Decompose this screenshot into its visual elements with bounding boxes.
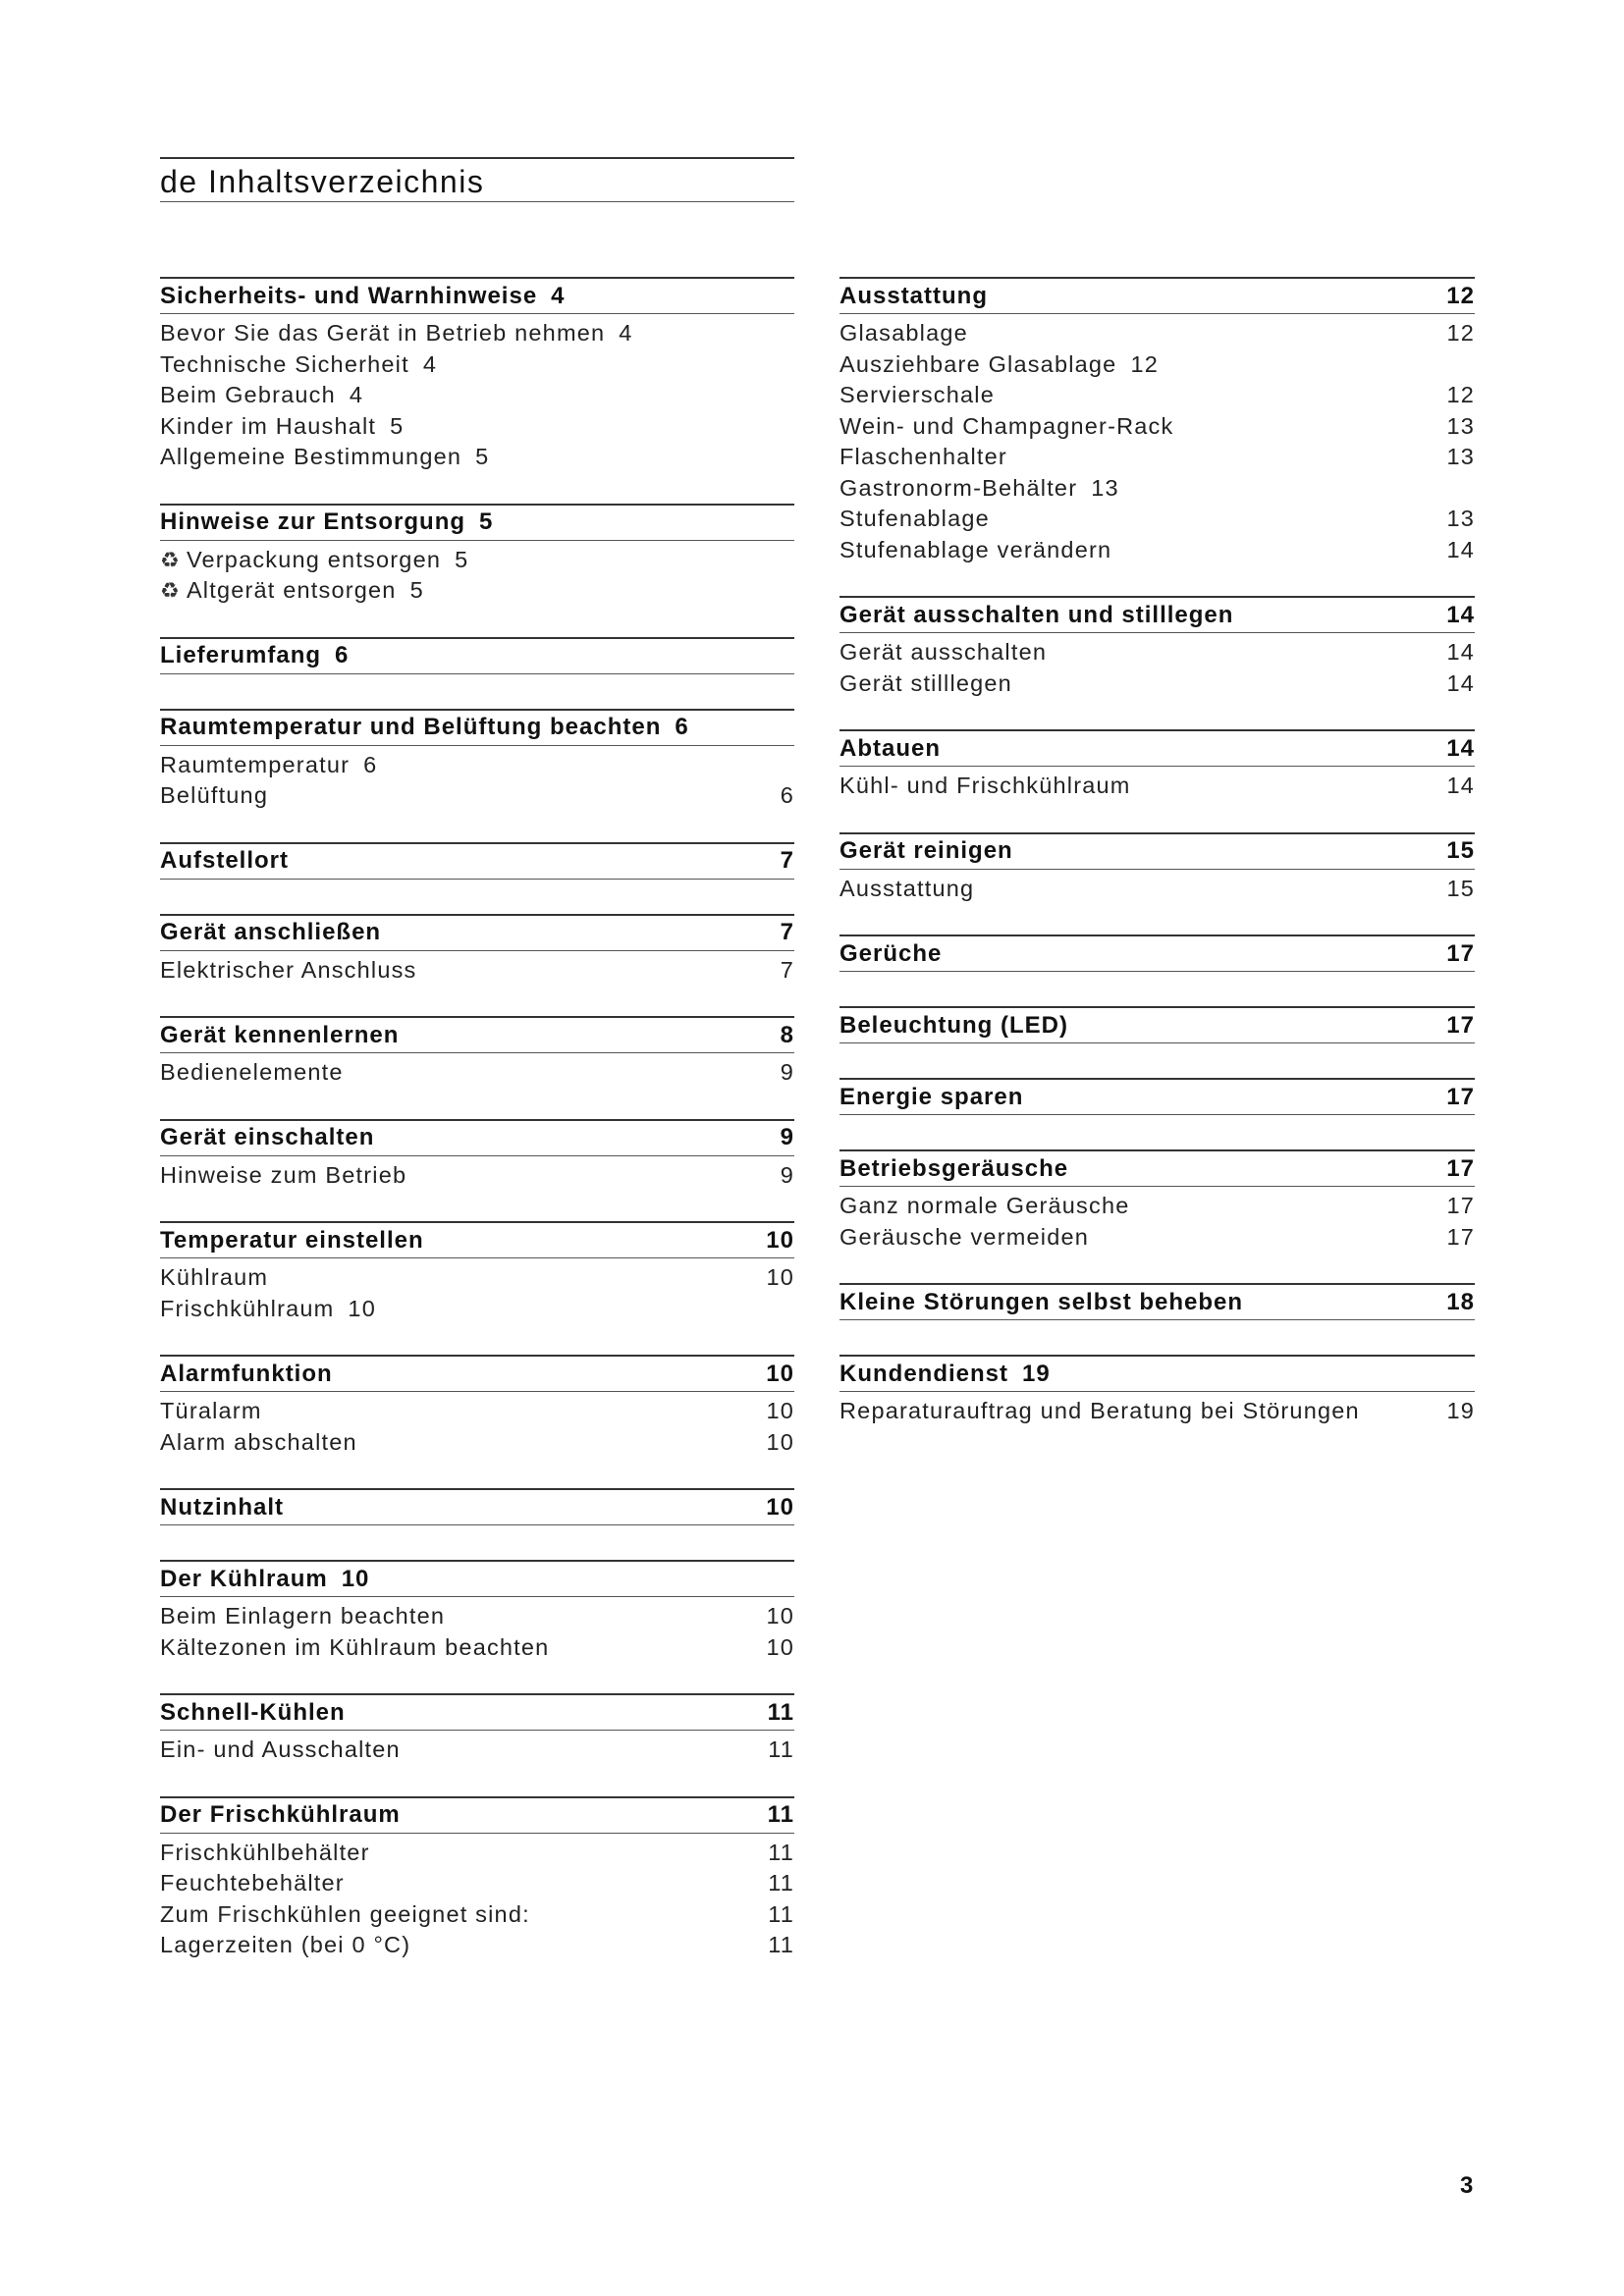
toc-entry[interactable]	[160, 442, 794, 473]
toc-section	[160, 277, 794, 473]
toc-entry[interactable]	[160, 545, 794, 576]
toc-entry[interactable]	[160, 1632, 794, 1664]
entry-label: Bevor Sie das Gerät in Betrieb nehmen 4	[160, 320, 633, 347]
entry-label: Wein- und Champagner-Rack	[839, 412, 1174, 439]
section-page-number: 14	[1446, 734, 1475, 762]
toc-entry[interactable]	[160, 1930, 794, 1961]
section-title: Gerät ausschalten und stilllegen	[839, 601, 1234, 628]
section-inline-page: 6	[335, 642, 350, 668]
entry-page-number: 11	[768, 1870, 794, 1896]
section-page-number: 11	[767, 1698, 794, 1726]
toc-entry[interactable]	[839, 504, 1475, 535]
entry-label: Gastronorm-Behälter 13	[839, 474, 1119, 501]
toc-entries	[839, 314, 1475, 565]
toc-entries	[839, 1187, 1475, 1253]
toc-entry[interactable]	[160, 750, 794, 781]
toc-entry[interactable]	[839, 473, 1475, 505]
section-title: Beleuchtung (LED)	[839, 1011, 1068, 1039]
toc-section	[839, 277, 1475, 565]
toc-entries	[160, 1053, 794, 1089]
entry-label: Servierschale	[839, 382, 995, 408]
toc-section-heading[interactable]	[839, 277, 1475, 314]
toc-section-heading[interactable]	[839, 1283, 1475, 1320]
entry-label: Feuchtebehälter	[160, 1870, 345, 1896]
entry-label: Stufenablage verändern	[839, 536, 1112, 562]
section-page-number: 10	[766, 1360, 794, 1387]
toc-entries	[160, 1258, 794, 1324]
entry-page-number: 17	[1446, 1223, 1475, 1250]
entry-page-number: 17	[1446, 1193, 1475, 1219]
entry-page-number: 11	[768, 1932, 794, 1958]
toc-entry[interactable]	[160, 1294, 794, 1325]
toc-section-heading[interactable]	[160, 504, 794, 541]
toc-entry[interactable]	[160, 575, 794, 607]
toc-entry[interactable]	[839, 318, 1475, 349]
section-title: Der Frischkühlraum	[160, 1801, 401, 1828]
toc-entries	[160, 746, 794, 812]
section-page-number: 12	[1446, 282, 1475, 309]
section-page-number: 17	[1446, 1011, 1475, 1039]
entry-label: Stufenablage	[839, 506, 990, 532]
toc-entry[interactable]	[160, 780, 794, 812]
section-inline-page: 10	[341, 1565, 370, 1592]
toc-section-heading[interactable]	[839, 596, 1475, 633]
toc-entry[interactable]	[160, 1601, 794, 1632]
section-page-number: 9	[780, 1124, 794, 1150]
entry-label: Kühl- und Frischkühlraum	[839, 773, 1131, 799]
toc-entries	[160, 1597, 794, 1663]
section-title: Gerät kennenlernen	[160, 1021, 400, 1048]
section-title: Alarmfunktion	[160, 1360, 333, 1387]
entry-label: Beim Gebrauch 4	[160, 382, 364, 408]
section-inline-page: 6	[675, 714, 689, 740]
section-title: Der Kühlraum 10	[160, 1565, 370, 1592]
section-title: Temperatur einstellen	[160, 1226, 424, 1254]
toc-section-heading[interactable]	[160, 1488, 794, 1525]
toc-section	[839, 1355, 1475, 1427]
entry-page-number: 10	[766, 1398, 794, 1424]
toc-entry[interactable]	[839, 874, 1475, 905]
entry-inline-page: 13	[1091, 474, 1119, 501]
entry-label: Bedienelemente	[160, 1059, 344, 1086]
section-page-number: 7	[780, 919, 794, 945]
entry-page-number: 10	[766, 1603, 794, 1629]
section-title: Kleine Störungen selbst beheben	[839, 1288, 1244, 1315]
entry-label: Elektrischer Anschluss	[160, 956, 417, 983]
section-title: Hinweise zur Entsorgung 5	[160, 508, 494, 535]
toc-entries	[160, 541, 794, 607]
toc-entry[interactable]	[160, 1427, 794, 1459]
entry-inline-page: 5	[455, 546, 469, 572]
entry-page-number: 11	[768, 1839, 794, 1865]
toc-entries	[160, 674, 794, 678]
toc-section-heading[interactable]	[160, 1560, 794, 1597]
entry-label: Technische Sicherheit 4	[160, 350, 438, 377]
recycle-icon: ♻	[160, 547, 181, 572]
toc-section-heading[interactable]	[160, 637, 794, 674]
toc-entry[interactable]	[839, 1222, 1475, 1254]
toc-section-heading[interactable]	[839, 1149, 1475, 1187]
entry-label: Raumtemperatur 6	[160, 751, 378, 777]
toc-section	[839, 1006, 1475, 1047]
entry-page-number: 14	[1446, 639, 1475, 666]
toc-section-heading[interactable]	[839, 1006, 1475, 1043]
entry-inline-page: 10	[348, 1295, 376, 1321]
toc-section-heading[interactable]	[160, 277, 794, 314]
toc-section	[839, 1078, 1475, 1119]
toc-section	[160, 1221, 794, 1324]
entry-label: Frischkühlbehälter	[160, 1839, 370, 1865]
toc-entries	[160, 1834, 794, 1961]
entry-inline-page: 5	[390, 412, 405, 439]
section-title: Ausstattung	[839, 282, 988, 309]
entry-label: Glasablage	[839, 320, 968, 347]
toc-entry[interactable]	[160, 349, 794, 381]
toc-entry[interactable]	[839, 411, 1475, 443]
entry-label: Belüftung	[160, 782, 269, 809]
section-page-number: 14	[1446, 601, 1475, 628]
entry-page-number: 9	[780, 1059, 794, 1086]
section-title: Schnell-Kühlen	[160, 1698, 346, 1726]
section-title: Betriebsgeräusche	[839, 1154, 1069, 1182]
toc-section-heading[interactable]	[160, 1693, 794, 1731]
toc-section	[160, 1560, 794, 1663]
section-page-number: 15	[1446, 837, 1475, 864]
section-title: Gerät anschließen	[160, 919, 382, 945]
toc-section-heading[interactable]	[160, 914, 794, 951]
section-title: Gerüche	[839, 939, 943, 967]
toc-entry[interactable]	[839, 771, 1475, 802]
toc-entry[interactable]	[839, 442, 1475, 473]
toc-entry[interactable]	[160, 380, 794, 411]
toc-entries	[839, 1115, 1475, 1119]
toc-section	[160, 1488, 794, 1529]
section-page-number: 18	[1446, 1288, 1475, 1315]
section-page-number: 7	[780, 847, 794, 874]
section-inline-page: 5	[479, 508, 494, 535]
entry-page-number: 10	[766, 1633, 794, 1660]
entry-inline-page: 5	[475, 444, 490, 470]
section-inline-page: 19	[1022, 1360, 1051, 1387]
section-page-number: 17	[1446, 1154, 1475, 1182]
toc-entry[interactable]	[160, 1057, 794, 1089]
toc-section	[839, 729, 1475, 802]
section-title: Kundendienst 19	[839, 1360, 1051, 1387]
toc-section	[839, 934, 1475, 976]
toc-section	[160, 637, 794, 678]
entry-page-number: 12	[1446, 382, 1475, 408]
toc-entries	[839, 1043, 1475, 1047]
toc-section-heading[interactable]	[160, 842, 794, 880]
section-title: Nutzinhalt	[160, 1493, 284, 1521]
toc-right-column	[839, 277, 1475, 1458]
entry-inline-page: 12	[1130, 350, 1160, 377]
toc-section-heading[interactable]	[160, 1016, 794, 1053]
toc-section	[839, 1149, 1475, 1253]
entry-page-number: 13	[1446, 506, 1475, 532]
entry-page-number: 12	[1446, 320, 1475, 347]
toc-entries	[839, 767, 1475, 802]
entry-page-number: 11	[768, 1736, 794, 1763]
entry-page-number: 7	[780, 956, 794, 983]
entry-inline-page: 6	[363, 751, 378, 777]
entry-page-number: 14	[1446, 536, 1475, 562]
toc-section-heading[interactable]	[839, 1078, 1475, 1115]
toc-entry[interactable]	[839, 668, 1475, 700]
toc-entries	[160, 314, 794, 473]
entry-page-number: 6	[780, 782, 794, 809]
toc-section-heading[interactable]	[160, 1221, 794, 1258]
entry-label: Ausziehbare Glasablage 12	[839, 350, 1160, 377]
toc-entry[interactable]	[839, 1191, 1475, 1222]
toc-entry[interactable]	[839, 349, 1475, 381]
section-title: Sicherheits- und Warnhinweise 4	[160, 282, 566, 309]
toc-entry[interactable]	[160, 955, 794, 987]
toc-entries	[160, 880, 794, 883]
toc-entry[interactable]	[160, 1396, 794, 1427]
section-title: Aufstellort	[160, 847, 289, 874]
entry-inline-page: 4	[422, 350, 438, 377]
entry-page-number: 19	[1446, 1398, 1475, 1424]
toc-entries	[839, 972, 1475, 976]
section-title: Gerät reinigen	[839, 837, 1013, 864]
toc-section	[160, 1693, 794, 1766]
toc-entry[interactable]	[839, 637, 1475, 668]
toc-section-heading[interactable]	[160, 1119, 794, 1156]
entry-label: Flaschenhalter	[839, 444, 1007, 470]
entry-label: Hinweise zum Betrieb	[160, 1161, 407, 1188]
entry-label: Ein- und Ausschalten	[160, 1736, 401, 1763]
entry-label: Beim Einlagern beachten	[160, 1603, 446, 1629]
section-page-number: 17	[1446, 1083, 1475, 1110]
toc-entry[interactable]	[160, 1160, 794, 1192]
section-page-number: 17	[1446, 939, 1475, 967]
entry-label: Geräusche vermeiden	[839, 1223, 1090, 1250]
entry-label: Zum Frischkühlen geeignet sind:	[160, 1900, 530, 1927]
entry-page-number: 14	[1446, 773, 1475, 799]
toc-entries	[160, 1731, 794, 1766]
entry-label: Reparaturauftrag und Beratung bei Störungen	[839, 1398, 1360, 1424]
page-title: de Inhaltsverzeichnis	[160, 164, 485, 199]
entry-page-number: 15	[1446, 875, 1475, 901]
entry-page-number: 10	[766, 1264, 794, 1291]
toc-entry[interactable]	[160, 1838, 794, 1869]
entry-label: Kältezonen im Kühlraum beachten	[160, 1633, 550, 1660]
toc-entry[interactable]	[160, 1262, 794, 1294]
toc-section	[839, 1283, 1475, 1324]
toc-section-heading[interactable]	[160, 1355, 794, 1392]
section-title: Energie sparen	[839, 1083, 1024, 1110]
toc-section-heading[interactable]	[160, 709, 794, 746]
toc-entry[interactable]	[839, 1396, 1475, 1427]
toc-header	[160, 157, 794, 202]
toc-section	[160, 842, 794, 883]
toc-entries	[160, 1392, 794, 1458]
entry-label: ♻ Verpackung entsorgen 5	[160, 546, 469, 572]
section-title: Lieferumfang 6	[160, 642, 350, 668]
toc-section	[839, 596, 1475, 699]
entry-label: Gerät ausschalten	[839, 639, 1048, 666]
entry-label: Ganz normale Geräusche	[839, 1193, 1130, 1219]
page-number: 3	[1460, 2172, 1474, 2199]
toc-section	[160, 709, 794, 812]
toc-entries	[839, 633, 1475, 699]
toc-left-column	[160, 277, 794, 1992]
toc-entries	[839, 1320, 1475, 1324]
entry-label: Kinder im Haushalt 5	[160, 412, 405, 439]
toc-entry[interactable]	[160, 1868, 794, 1899]
section-title: Raumtemperatur und Belüftung beachten 6	[160, 714, 689, 740]
toc-section-heading[interactable]	[160, 1796, 794, 1834]
entry-inline-page: 5	[409, 577, 424, 604]
toc-section	[160, 1796, 794, 1961]
entry-page-number: 10	[766, 1428, 794, 1455]
toc-section	[160, 1119, 794, 1192]
toc-section-heading[interactable]	[839, 1355, 1475, 1392]
entry-label: Frischkühlraum 10	[160, 1295, 376, 1321]
entry-label: Allgemeine Bestimmungen 5	[160, 444, 490, 470]
entry-page-number: 9	[780, 1161, 794, 1188]
entry-inline-page: 4	[619, 320, 633, 347]
recycle-icon: ♻	[160, 578, 181, 604]
toc-entries	[839, 870, 1475, 905]
toc-entries	[839, 1392, 1475, 1427]
entry-label: Gerät stilllegen	[839, 669, 1012, 696]
section-title: Abtauen	[839, 734, 941, 762]
toc-section	[160, 914, 794, 987]
entry-label: Kühlraum	[160, 1264, 269, 1291]
toc-entry[interactable]	[839, 380, 1475, 411]
toc-section-heading[interactable]	[839, 934, 1475, 972]
toc-entries	[160, 951, 794, 987]
section-page-number: 11	[767, 1801, 794, 1828]
toc-section-heading[interactable]	[839, 729, 1475, 767]
toc-entry[interactable]	[160, 1735, 794, 1766]
toc-section-heading[interactable]	[839, 832, 1475, 870]
entry-label: Lagerzeiten (bei 0 °C)	[160, 1932, 411, 1958]
section-page-number: 8	[780, 1021, 794, 1048]
toc-section	[160, 504, 794, 607]
toc-section	[160, 1355, 794, 1458]
toc-section	[839, 832, 1475, 905]
toc-section	[160, 1016, 794, 1089]
section-title: Gerät einschalten	[160, 1124, 375, 1150]
section-page-number: 10	[766, 1226, 794, 1254]
entry-label: Ausstattung	[839, 875, 975, 901]
entry-label: ♻ Altgerät entsorgen 5	[160, 577, 424, 604]
toc-entries	[160, 1156, 794, 1192]
toc-entry[interactable]	[160, 411, 794, 443]
entry-page-number: 13	[1446, 444, 1475, 470]
entry-label: Alarm abschalten	[160, 1428, 357, 1455]
entry-label: Türalarm	[160, 1398, 262, 1424]
section-page-number: 10	[766, 1493, 794, 1521]
section-inline-page: 4	[551, 282, 566, 309]
toc-entry[interactable]	[160, 1899, 794, 1931]
entry-page-number: 11	[768, 1900, 794, 1927]
entry-page-number: 13	[1446, 412, 1475, 439]
toc-entry[interactable]	[160, 318, 794, 349]
entry-inline-page: 4	[349, 382, 364, 408]
toc-entry[interactable]	[839, 535, 1475, 566]
entry-page-number: 14	[1446, 669, 1475, 696]
toc-entries	[160, 1525, 794, 1529]
